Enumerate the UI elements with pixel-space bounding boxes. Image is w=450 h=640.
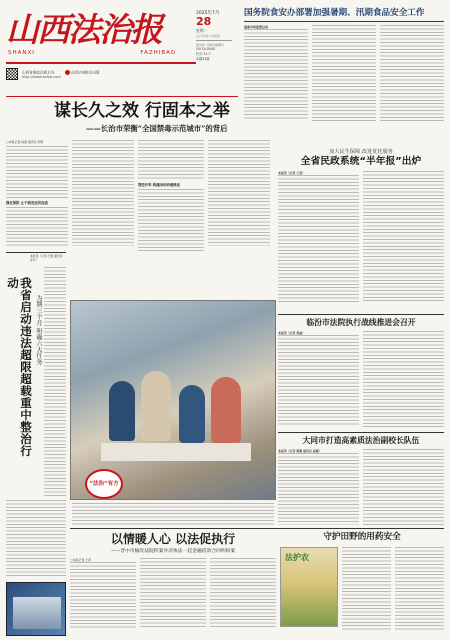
bottom-left-ad <box>6 582 66 636</box>
right-story-3 <box>278 436 444 528</box>
right-story-3-col-2 <box>363 449 444 525</box>
bottom-right-title[interactable]: 守护田野的用药安全 <box>323 532 401 542</box>
right-story-1-byline: 本报讯（记者 王浩） <box>278 171 306 175</box>
top-story-source: 国家市场监管总局 <box>244 25 269 29</box>
right-story-2-rule <box>278 314 444 315</box>
date-lunar: 乙巳年闰六月初四 <box>196 34 221 38</box>
ad-building-image <box>13 597 61 629</box>
cn-code: CN 14-0040 <box>196 47 215 51</box>
page-count: 本期12版 <box>196 57 210 61</box>
left-column-text <box>44 267 66 497</box>
lead-col-1-text <box>6 146 68 198</box>
bottom-story <box>70 532 276 636</box>
cn-number-label: 国内统一连续出版物号 <box>196 43 224 47</box>
photo-caption-text <box>72 503 274 525</box>
lead-col-2-text <box>72 140 134 246</box>
lead-story-title[interactable]: 谋长久之效 行固本之举 <box>54 101 230 121</box>
left-column-byline: 本报讯（记者 王强 通讯员 李芳） <box>30 254 63 262</box>
bottom-story-byline: □本报记者 王莉 <box>70 558 91 562</box>
right-story-3-byline: 本报讯（记者 陈刚 通讯员 赵敏） <box>278 449 322 453</box>
right-story-3-rule <box>278 432 444 433</box>
seal-icon <box>65 70 70 75</box>
masthead-en-left: SHANXI <box>8 50 35 56</box>
bottom-story-title[interactable]: 以情暖人心 以法促执行 <box>110 532 236 546</box>
date-day: 28 <box>196 15 212 28</box>
masthead-en-right: FAZHIBAO <box>140 50 177 56</box>
issue-code: 代号 21-7 <box>196 52 211 56</box>
left-column-deck: 为期三个月 明确六大任务 <box>35 295 42 366</box>
top-story <box>244 8 444 128</box>
lead-col-1b-text <box>6 207 68 247</box>
right-story-3-col-1 <box>278 453 359 525</box>
masthead-logo: 山西法治报 <box>6 10 161 49</box>
masthead-red-rule <box>6 62 196 64</box>
date-block <box>196 10 236 80</box>
bottom-right-story <box>280 532 444 636</box>
qr-code-icon <box>6 68 18 80</box>
bottom-story-col-1 <box>70 562 136 628</box>
sponsor-2: 山西法治报社出版 <box>70 70 100 75</box>
photo-figures <box>101 361 251 471</box>
bottom-story-col-2 <box>140 558 206 628</box>
sponsor-1: 山西省委政法委主办 <box>22 70 55 75</box>
bottom-right-col-2 <box>395 547 444 631</box>
bottom-right-col-1 <box>342 547 391 631</box>
bottom-story-col-3 <box>210 558 276 628</box>
lead-story-subtitle: ——长治市荣衡“全国禁毒示范城市”的背后 <box>86 124 228 133</box>
lead-col-3-text <box>138 140 204 180</box>
lead-subhead-1: 强化预防 止于萌发迎风而进 <box>6 201 48 205</box>
lead-photo <box>70 300 276 500</box>
lead-col-4-text <box>208 140 270 246</box>
right-story-2-title[interactable]: 临汾市法院执行战线推进会召开 <box>306 318 416 327</box>
bottom-right-badge: 法护农 <box>285 553 309 562</box>
left-column-rule-top <box>6 252 66 253</box>
date-year-month: 2025年7月 <box>196 11 220 16</box>
right-story-1-kicker: 加大民生保障 改进优化服务 <box>329 149 393 155</box>
left-column-lower-text <box>6 500 66 578</box>
bottom-story-rule <box>70 528 444 529</box>
farm-image <box>280 547 338 627</box>
right-story-2-byline: 本报讯（记者 张丽） <box>278 331 306 335</box>
lead-col-3b-text <box>138 189 204 251</box>
left-column-title[interactable]: 我省启动违法超限超载重中整治行动 <box>6 277 33 457</box>
top-story-body-3 <box>380 25 444 121</box>
right-story-2-col-1 <box>278 335 359 427</box>
right-story-1 <box>278 148 444 310</box>
right-story-1-title[interactable]: 全省民政系统“半年报”出炉 <box>300 156 422 167</box>
date-weekday: 星期一 <box>196 28 208 33</box>
right-story-3-title[interactable]: 大同市打造高素质法治副校长队伍 <box>302 436 420 445</box>
top-story-body-2 <box>312 25 376 121</box>
lead-byline: □本报记者 杨强 通讯员 李明 <box>6 140 44 144</box>
top-story-title[interactable]: 国务院食安办部署加强暑期、汛期食品安全工作 <box>244 8 425 18</box>
masthead-divider <box>6 96 238 97</box>
right-story-2 <box>278 318 444 430</box>
photo-caption: “法治”有方 <box>89 481 119 487</box>
right-story-1-col-1 <box>278 175 359 303</box>
bottom-story-subtitle: ——晋中市榆次法院积案并济执法一起金融借款合同纠纷案 <box>110 549 236 554</box>
right-story-1-col-2 <box>363 171 444 303</box>
lead-story-body <box>6 140 274 250</box>
lead-subhead-2: 管控并举 构建闭环治理格局 <box>138 183 180 187</box>
photo-caption-badge <box>85 469 123 499</box>
website-link[interactable]: http://www.sxfzb.com <box>22 75 61 79</box>
right-story-2-col-2 <box>363 331 444 427</box>
